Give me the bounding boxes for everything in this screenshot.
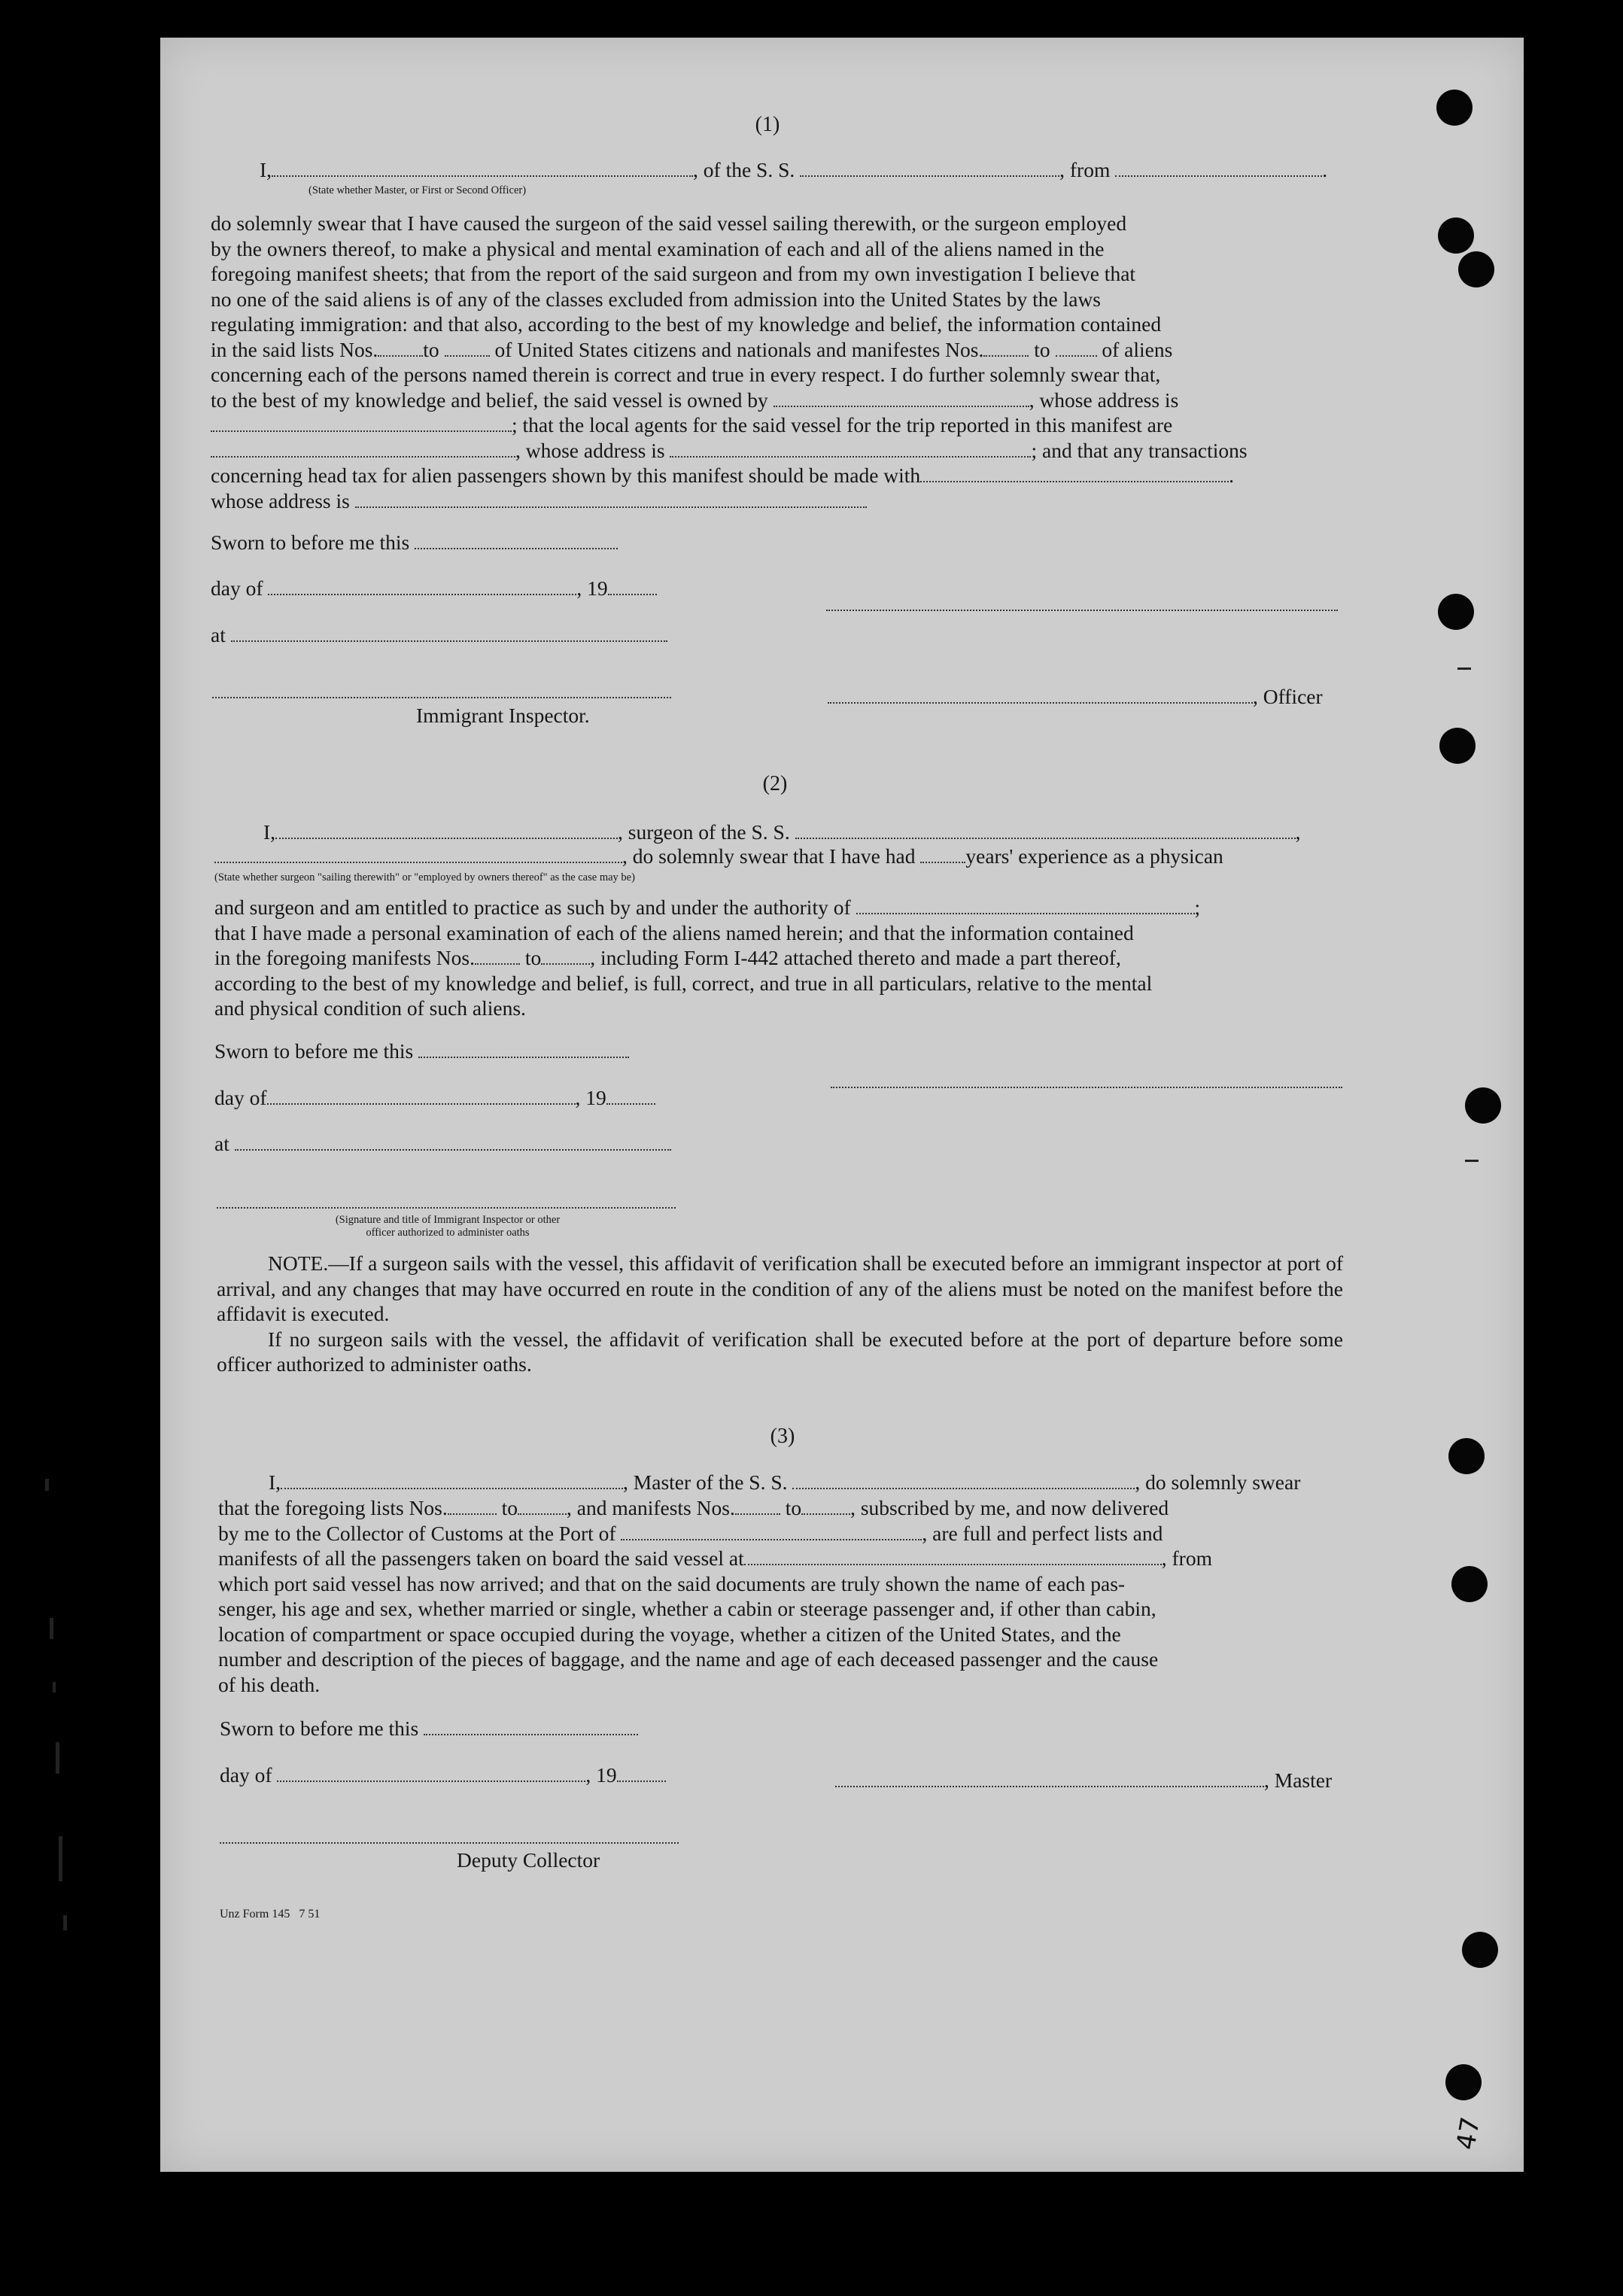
left-edge-mark — [53, 1682, 56, 1692]
s3-oath-text: that the foregoing lists Nos. to , and manifests Nos. to , subscribed by me, and now delivered by me to the Collector of Customs at the Port of , are full and perfect lists and manifests of all the passengers taken on board the said vessel at , from which port said vessel has now arrived; and that on the said documents are truly shown the name of each pas- senger, his age and sex, whether married or single, whether a cabin or steerage passenger and, if other than cabin, location of compartment or space occupied during the voyage, whether a citizen of the United States, and the number and description of the pieces of baggage, and the name and age of each deceased passenger and the cause of his death. — [218, 1496, 1212, 1696]
s3-day-line: day of , 19 — [220, 1763, 666, 1787]
s2-day-field[interactable] — [267, 1087, 576, 1105]
s1-at-line: at — [211, 623, 667, 647]
s3-master-line: , Master — [835, 1768, 1332, 1793]
s2-capacity-field[interactable] — [214, 845, 622, 863]
punch-hole — [1465, 1087, 1501, 1124]
s1-officer-name-field[interactable] — [272, 159, 693, 177]
form-number: Unz Form 145 7 51 — [220, 1908, 321, 1920]
s3-embark-port-field[interactable] — [744, 1547, 1162, 1565]
s1-vessel-field[interactable] — [800, 159, 1059, 177]
s2-year-field[interactable] — [606, 1087, 655, 1105]
s3-manifest-to-field[interactable] — [801, 1497, 850, 1515]
left-edge-mark — [63, 1915, 67, 1930]
s1-signature-line[interactable] — [826, 610, 1338, 611]
s1-head-tax-address-field[interactable] — [355, 490, 867, 508]
s2-sworn-date-field[interactable] — [418, 1040, 629, 1058]
s3-sworn-date-field[interactable] — [424, 1717, 638, 1735]
left-edge-mark — [56, 1742, 59, 1774]
s2-at-line: at — [214, 1132, 671, 1156]
s1-first-line: I, , of the S. S. , from . — [260, 158, 1328, 181]
s2-at-field[interactable] — [235, 1133, 671, 1151]
punch-hole — [1462, 1932, 1498, 1968]
s1-sworn-line: Sworn to before me this — [211, 531, 618, 555]
s1-manifest-from-field[interactable] — [983, 339, 1029, 357]
margin-mark — [1457, 668, 1471, 670]
s3-deputy-label: Deputy Collector — [457, 1848, 600, 1872]
s1-officer-line: , Officer — [828, 685, 1323, 709]
s3-manifest-from-field[interactable] — [735, 1497, 780, 1515]
s1-of-ss: , of the S. S. — [693, 158, 795, 181]
s2-vessel-field[interactable] — [795, 821, 1296, 839]
s1-rank-note: (State whether Master, or First or Second Officer) — [308, 184, 527, 196]
s2-first-line: I, , surgeon of the S. S. , — [263, 820, 1301, 844]
section-1-heading: (1) — [755, 113, 780, 136]
s2-capacity-note: (State whether surgeon "sailing therewith" or "employed by owners thereof" as the case may be) — [214, 871, 635, 883]
punch-hole — [1439, 728, 1476, 764]
s1-day-line: day of , 19 — [211, 576, 657, 601]
s1-list-from-field[interactable] — [378, 339, 423, 357]
s2-sworn-line: Sworn to before me this — [214, 1039, 629, 1063]
s2-signature-line[interactable] — [831, 1087, 1342, 1088]
s1-inspector-line[interactable] — [212, 697, 671, 698]
s2-second-line: , do solemnly swear that I have had years' experience as a physican — [214, 844, 1223, 868]
s2-surgeon-name-field[interactable] — [275, 821, 618, 839]
section-2-heading: (2) — [762, 772, 788, 795]
margin-handwritten-number: 47 — [1451, 2115, 1487, 2152]
s1-sworn-date-field[interactable] — [415, 531, 618, 549]
s1-owner-address-field[interactable] — [211, 414, 512, 432]
s1-agents-address-field[interactable] — [670, 439, 1031, 458]
punch-hole — [1451, 1566, 1488, 1602]
s2-oath-text: and surgeon and am entitled to practice as such by and under the authority of ; that I have made a personal examination of each of the aliens named herein; and that the information contained in the foregoing manifests Nos. to , including Form I-442 attached thereto and made a part thereof, according to the best of my knowledge and belief, is full, correct, and true in all particulars, relative to the mental and physical condition of such aliens. — [214, 896, 1201, 1020]
punch-hole — [1448, 1438, 1485, 1474]
left-edge-mark — [45, 1479, 49, 1491]
s3-year-field[interactable] — [617, 1764, 666, 1782]
s1-list-to-field[interactable] — [445, 339, 490, 357]
left-edge-mark — [50, 1618, 53, 1639]
s1-year-field[interactable] — [608, 577, 657, 595]
punch-hole — [1458, 251, 1494, 287]
s2-day-line: day of , 19 — [214, 1086, 655, 1110]
s1-officer-signature-field[interactable] — [828, 686, 1253, 704]
punch-hole — [1436, 90, 1473, 126]
note-block: NOTE.—If a surgeon sails with the vessel, this affidavit of verification shall be executed before an immigrant inspector at port of arrival, and any changes that may have occurred en route in the condition of any of the aliens must be noted on the manifest before the affidavit is executed. If no surgeon sails with the vessel, the affidavit of verification shall be executed before at the port of departure before some officer authorized to administer oaths. — [217, 1251, 1343, 1376]
s2-signature-note: (Signature and title of Immigrant Inspector or other officer authorized to administer oaths — [335, 1214, 561, 1239]
s1-oath-text: do solemnly swear that I have caused the surgeon of the said vessel sailing therewith, or the surgeon employed by the owners thereof, to make a physical and mental examination of each and all of the aliens named in the foregoing manifest sheets; that from the report of the said surgeon and from my own investigation I believe that no one of the said aliens is of any of the classes excluded from admission into the United States by the laws regulating immigration: and that also, according to the best of my knowledge and belief, the information contained in the said lists Nos. to of United States citizens and nationals and manifestes Nos. to of aliens concerning each of the persons named therein is correct and true in every respect. I do further solemnly swear that, to the best of my knowledge and belief, the said vessel is owned by , whose address is ; that the local agents for the said vessel for the trip reported in this manifest are , whose address is ; and that any transactions concerning head tax for alien passengers shown by this manifest should be made with . whose address is — [211, 211, 1248, 512]
s1-inspector-label: Immigrant Inspector. — [416, 704, 590, 727]
punch-hole — [1438, 217, 1474, 254]
s2-manifest-from-field[interactable] — [475, 947, 520, 965]
punch-hole — [1438, 594, 1474, 630]
s1-from: , from — [1059, 158, 1111, 181]
section-3-heading: (3) — [770, 1425, 795, 1448]
s3-vessel-field[interactable] — [792, 1471, 1135, 1489]
left-edge-mark — [59, 1836, 62, 1881]
s3-list-to-field[interactable] — [518, 1497, 567, 1515]
s1-owner-field[interactable] — [774, 389, 1029, 407]
s1-i-label: I, — [260, 158, 272, 181]
s3-day-field[interactable] — [277, 1764, 585, 1782]
s1-head-tax-field[interactable] — [920, 464, 1229, 482]
s2-authority-field[interactable] — [856, 896, 1195, 914]
s3-master-signature-field[interactable] — [835, 1769, 1264, 1787]
s3-port-field[interactable] — [621, 1522, 922, 1540]
s3-master-name-field[interactable] — [281, 1471, 623, 1489]
s2-inspector-line[interactable] — [217, 1207, 676, 1209]
s1-at-field[interactable] — [231, 624, 667, 642]
punch-hole — [1445, 2064, 1482, 2100]
s3-sworn-line: Sworn to before me this — [220, 1717, 638, 1741]
s1-day-field[interactable] — [268, 577, 576, 595]
s2-years-field[interactable] — [920, 845, 965, 863]
s3-first-line: I, , Master of the S. S. , do solemnly swear — [269, 1470, 1301, 1494]
s3-list-from-field[interactable] — [448, 1497, 497, 1515]
margin-mark — [1465, 1160, 1479, 1162]
s2-manifest-to-field[interactable] — [541, 947, 590, 965]
s3-collector-line[interactable] — [220, 1842, 679, 1844]
s1-manifest-to-field[interactable] — [1056, 339, 1097, 357]
s1-from-field[interactable] — [1115, 159, 1322, 177]
s1-agents-field[interactable] — [211, 439, 515, 458]
